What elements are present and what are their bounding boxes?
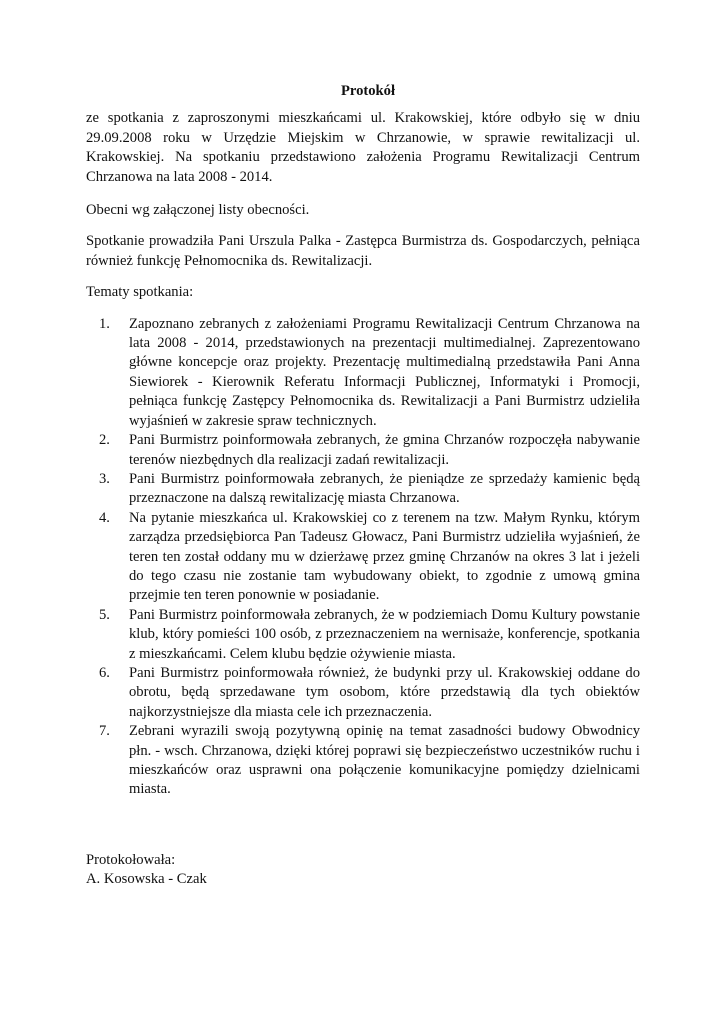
topics-heading: Tematy spotkania: (86, 284, 194, 301)
signature-name: A. Kosowska - Czak (86, 871, 207, 888)
topics-list (86, 315, 640, 800)
list-item-number: 2. (99, 432, 110, 449)
list-item-text: Pani Burmistrz poinformowała zebranych, że gmina Chrzanów rozpoczęła nabywanie terenów niezbędnych dla realizacji zadań rewitalizacji. (129, 432, 640, 468)
chair-paragraph: Spotkanie prowadziła Pani Urszula Palka - Zastępca Burmistrza ds. Gospodarczych, pełniąca również funkcję Pełnomocnika ds. Rewitalizacji. (86, 233, 640, 269)
document-title: Protokół (340, 83, 396, 99)
list-item-number: 7. (99, 723, 110, 740)
document-page (86, 82, 640, 890)
intro-paragraph: ze spotkania z zaproszonymi mieszkańcami ul. Krakowskiej, które odbyło się w dniu 29.09.2008 roku w Urzędzie Miejskim w Chrzanowie, w sprawie rewitalizacji ul. Krakowskiej. Na spotkaniu przedstawiono założenia Programu Rewitalizacji Centrum Chrzanowa na lata 2008 - 2014. (86, 110, 640, 185)
list-item-number: 1. (99, 315, 110, 332)
list-item-number: 4. (99, 509, 110, 526)
list-item-number: 5. (99, 606, 110, 623)
list-item-number: 6. (99, 664, 110, 681)
list-item-text: Na pytanie mieszkańca ul. Krakowskiej co z terenem na tzw. Małym Rynku, którym zarządza przedsiębiorca Pan Tadeusz Głowacz, Pani Burmistrz udzieliła wyjaśnień, że teren ten został oddany mu w dzierżawę przez gminę Chrzanów na okres 3 lat i jeżeli do tego czasu nie zostanie tam wybudowany obiekt, to zgodnie z umową gmina przejmie ten teren ponownie w posiadanie. (129, 509, 640, 604)
list-item-text: Pani Burmistrz poinformowała również, że budynki przy ul. Krakowskiej oddane do obrotu, będą sprzedawane tym osobom, które przedstawią dla tych obiektów najkorzystniejsze dla miasta cele ich przeznaczenia. (129, 664, 640, 720)
list-item (86, 722, 640, 800)
list-item-text: Zebrani wyrazili swoją pozytywną opinię na temat zasadności budowy Obwodnicy płn. - wsch. Chrzanowa, dzięki której poprawi się bezpieczeństwo uczestników ruchu i mieszkańców oraz usprawni ona połączenie komunikacyjne pomiędzy dzielnicami miasta. (129, 723, 640, 798)
list-item (86, 664, 640, 722)
list-item-text: Zapoznano zebranych z założeniami Programu Rewitalizacji Centrum Chrzanowa na lata 2008 - 2014, przedstawionych na prezentacji multimedialnej. Zaprezentowano główne koncepcje oraz projekty. Prezentację multimedialną przedstawiła Pani Anna Siewiorek - Kierownik Referatu Informacji Publicznej, Informatyki i Promocji, pełniąca funkcję Zastępcy Pełnomocnika ds. Rewitalizacji a Pani Burmistrz udzieliła wyjaśnień w zakresie spraw technicznych. (129, 315, 640, 429)
list-item (86, 606, 640, 664)
attendance-paragraph: Obecni wg załączonej listy obecności. (86, 202, 310, 219)
list-item (86, 431, 640, 470)
list-item (86, 315, 640, 431)
list-item (86, 470, 640, 509)
signature-label: Protokołowała: (86, 851, 176, 868)
list-item-number: 3. (99, 470, 110, 487)
list-item-text: Pani Burmistrz poinformowała zebranych, że w podziemiach Domu Kultury powstanie klub, który pomieści 100 osób, z przeznaczeniem na wernisaże, konferencje, spotkania z mieszkańcami. Celem klubu będzie ożywienie miasta. (129, 606, 640, 662)
signature-block (86, 851, 640, 890)
list-item (86, 509, 640, 606)
list-item-text: Pani Burmistrz poinformowała zebranych, że pieniądze ze sprzedaży kamienic będą przeznaczone na dalszą rewitalizację miasta Chrzanowa. (129, 470, 640, 507)
